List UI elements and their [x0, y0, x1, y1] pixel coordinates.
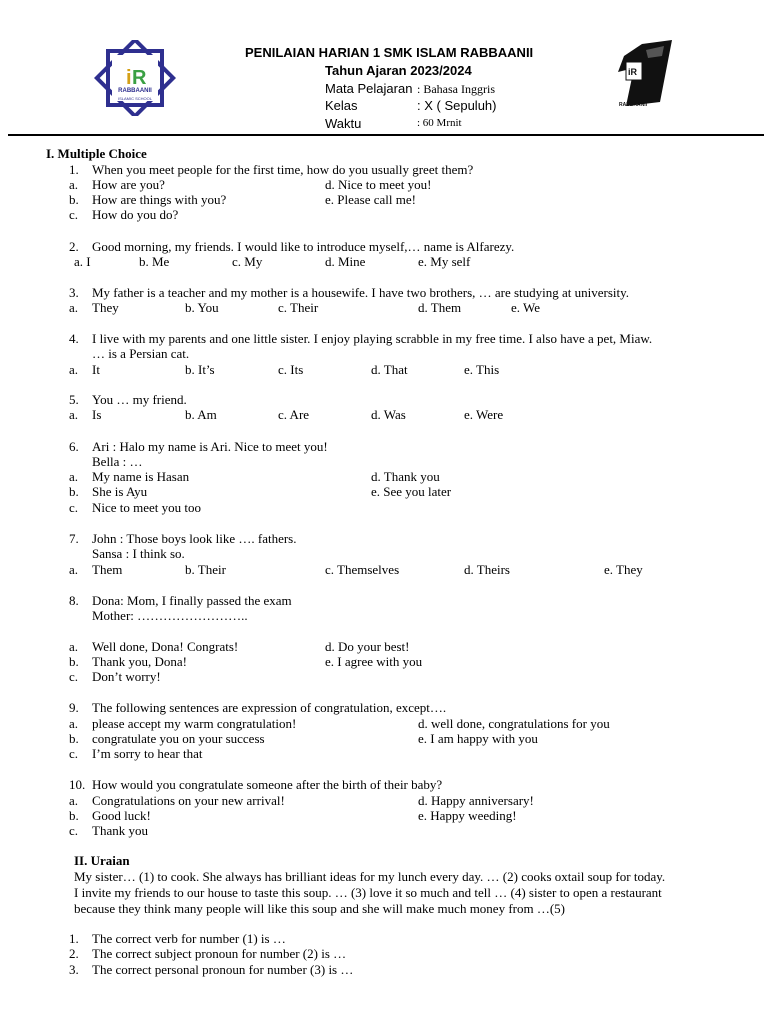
essay-text: The correct verb for number (1) is …	[92, 931, 286, 946]
question-stem-continued: Mother: ……………………..	[92, 608, 248, 623]
option-letter: c.	[69, 823, 79, 838]
question-number: 2.	[69, 239, 79, 254]
question-stem: The following sentences are expression of congratulation, except….	[92, 700, 447, 715]
option-letter: a.	[69, 716, 79, 731]
logo-left-label: RABBAANII	[118, 88, 152, 94]
option-c: I’m sorry to hear that	[92, 746, 203, 761]
option-letter: b.	[69, 654, 79, 669]
school-logo-right	[612, 40, 678, 114]
time-label: Waktu	[325, 116, 362, 131]
question-number: 3.	[69, 285, 79, 300]
option-letter: c.	[69, 500, 79, 515]
option-d: d. Nice to meet you!	[325, 177, 432, 192]
logo-right-label: RABBAANII	[618, 102, 648, 108]
logo-left-sublabel: ISLAMIC SCHOOL	[117, 96, 152, 101]
section-title-uraian: II. Uraian	[74, 853, 130, 868]
option-a: They	[92, 300, 119, 315]
option-c: Don’t worry!	[92, 669, 161, 684]
option-letter: a.	[69, 362, 79, 377]
svg-text:iR: iR	[628, 67, 637, 77]
option-e: e. Were	[464, 407, 504, 422]
essay-text: The correct subject pronoun for number (2) is …	[92, 946, 347, 961]
question-stem-continued: Sansa : I think so.	[92, 546, 185, 561]
option-d: d. Theirs	[464, 562, 510, 577]
question-number: 6.	[69, 439, 79, 454]
question-stem: How would you congratulate someone after the birth of their baby?	[92, 777, 443, 792]
essay-number: 3.	[69, 962, 79, 977]
option-letter: a.	[69, 300, 79, 315]
option-a: Well done, Dona! Congrats!	[92, 639, 239, 654]
essay-text: The correct personal pronoun for number (3) is …	[92, 962, 354, 977]
option-a: Is	[92, 407, 102, 422]
option-d: d. Mine	[325, 254, 366, 269]
question-number: 5.	[69, 392, 79, 407]
option-c: c. Themselves	[325, 562, 400, 577]
option-letter: c.	[69, 746, 79, 761]
question-number: 7.	[69, 531, 79, 546]
option-b: She is Ayu	[92, 484, 148, 499]
option-e: e. I am happy with you	[418, 731, 538, 746]
option-letter: a.	[69, 177, 79, 192]
question-stem: John : Those boys look like …. fathers.	[92, 531, 297, 546]
option-d: d. That	[371, 362, 408, 377]
option-a: Congratulations on your new arrival!	[92, 793, 285, 808]
question-stem: When you meet people for the first time, how do you usually greet them?	[92, 162, 474, 177]
option-c: c. Its	[278, 362, 304, 377]
option-a: a. I	[74, 254, 91, 269]
option-letter: a.	[69, 793, 79, 808]
essay-paragraph-line-3: because they think many people will like this soup and she will make much money from …(5)	[74, 901, 566, 916]
school-logo-left	[94, 40, 176, 116]
option-b: b. It’s	[185, 362, 215, 377]
option-letter: c.	[69, 669, 79, 684]
subject-value: : Bahasa Inggris	[417, 82, 495, 96]
option-letter: a.	[69, 639, 79, 654]
option-d: d. Was	[371, 407, 406, 422]
option-a: How are you?	[92, 177, 165, 192]
academic-year: Tahun Ajaran 2023/2024	[325, 63, 472, 78]
option-c: Nice to meet you too	[92, 500, 202, 515]
option-letter: b.	[69, 484, 79, 499]
option-letter: b.	[69, 808, 79, 823]
question-stem: Dona: Mom, I finally passed the exam	[92, 593, 292, 608]
option-b: How are things with you?	[92, 192, 227, 207]
option-b: Good luck!	[92, 808, 151, 823]
question-number: 8.	[69, 593, 79, 608]
option-e: e. We	[511, 300, 541, 315]
svg-text:R: R	[132, 67, 147, 89]
option-e: e. Happy weeding!	[418, 808, 517, 823]
option-b: congratulate you on your success	[92, 731, 265, 746]
question-stem-continued: Bella : …	[92, 454, 143, 469]
option-b: b. You	[185, 300, 219, 315]
option-e: e. My self	[418, 254, 471, 269]
option-letter: a.	[69, 469, 79, 484]
option-e: e. Please call me!	[325, 192, 416, 207]
question-number: 10.	[69, 777, 86, 792]
option-letter: b.	[69, 731, 79, 746]
option-e: e. See you later	[371, 484, 452, 499]
option-c: Thank you	[92, 823, 148, 838]
question-stem: My father is a teacher and my mother is a housewife. I have two brothers, … are studying at university.	[92, 285, 630, 300]
exam-title: PENILAIAN HARIAN 1 SMK ISLAM RABBAANII	[245, 45, 534, 60]
option-d: d. Thank you	[371, 469, 440, 484]
option-d: d. well done, congratulations for you	[418, 716, 610, 731]
section-title-multiple-choice: I. Multiple Choice	[46, 146, 147, 161]
question-stem: Ari : Halo my name is Ari. Nice to meet you!	[92, 439, 328, 454]
essay-paragraph-line-1: My sister… (1) to cook. She always has brilliant ideas for my lunch every day. … (2) cooks oxtail soup for today.	[74, 869, 666, 884]
option-e: e. I agree with you	[325, 654, 423, 669]
header-divider	[8, 134, 764, 136]
question-stem-continued: … is a Persian cat.	[92, 346, 190, 361]
option-letter: a.	[69, 562, 79, 577]
option-d: d. Happy anniversary!	[418, 793, 534, 808]
option-e: e. They	[604, 562, 643, 577]
option-a: please accept my warm congratulation!	[92, 716, 297, 731]
option-c: How do you do?	[92, 207, 179, 222]
option-b: Thank you, Dona!	[92, 654, 187, 669]
option-c: c. My	[232, 254, 263, 269]
option-letter: b.	[69, 192, 79, 207]
option-b: b. Their	[185, 562, 226, 577]
essay-number: 2.	[69, 946, 79, 961]
subject-label: Mata Pelajaran	[325, 81, 413, 96]
question-number: 9.	[69, 700, 79, 715]
essay-number: 1.	[69, 931, 79, 946]
question-number: 1.	[69, 162, 79, 177]
option-c: c. Their	[278, 300, 319, 315]
question-stem: I live with my parents and one little sister. I enjoy playing scrabble in my free time. I also have a pet, Miaw.	[92, 331, 653, 346]
svg-text:i: i	[126, 67, 132, 89]
question-number: 4.	[69, 331, 79, 346]
option-a: It	[92, 362, 100, 377]
option-letter: c.	[69, 207, 79, 222]
time-value: : 60 Mrnit	[417, 117, 462, 129]
option-b: b. Me	[139, 254, 170, 269]
class-label: Kelas	[325, 98, 358, 113]
question-stem: Good morning, my friends. I would like to introduce myself,… name is Alfarezy.	[92, 239, 515, 254]
class-value: : X ( Sepuluh)	[417, 98, 497, 113]
option-a: My name is Hasan	[92, 469, 190, 484]
option-a: Them	[92, 562, 123, 577]
option-e: e. This	[464, 362, 500, 377]
question-stem: You … my friend.	[92, 392, 187, 407]
option-b: b. Am	[185, 407, 217, 422]
option-d: d. Do your best!	[325, 639, 410, 654]
option-letter: a.	[69, 407, 79, 422]
essay-paragraph-line-2: I invite my friends to our house to taste this soup. … (3) love it so much and tell … (4) sister to open a restaurant	[74, 885, 662, 900]
option-d: d. Them	[418, 300, 462, 315]
option-c: c. Are	[278, 407, 310, 422]
